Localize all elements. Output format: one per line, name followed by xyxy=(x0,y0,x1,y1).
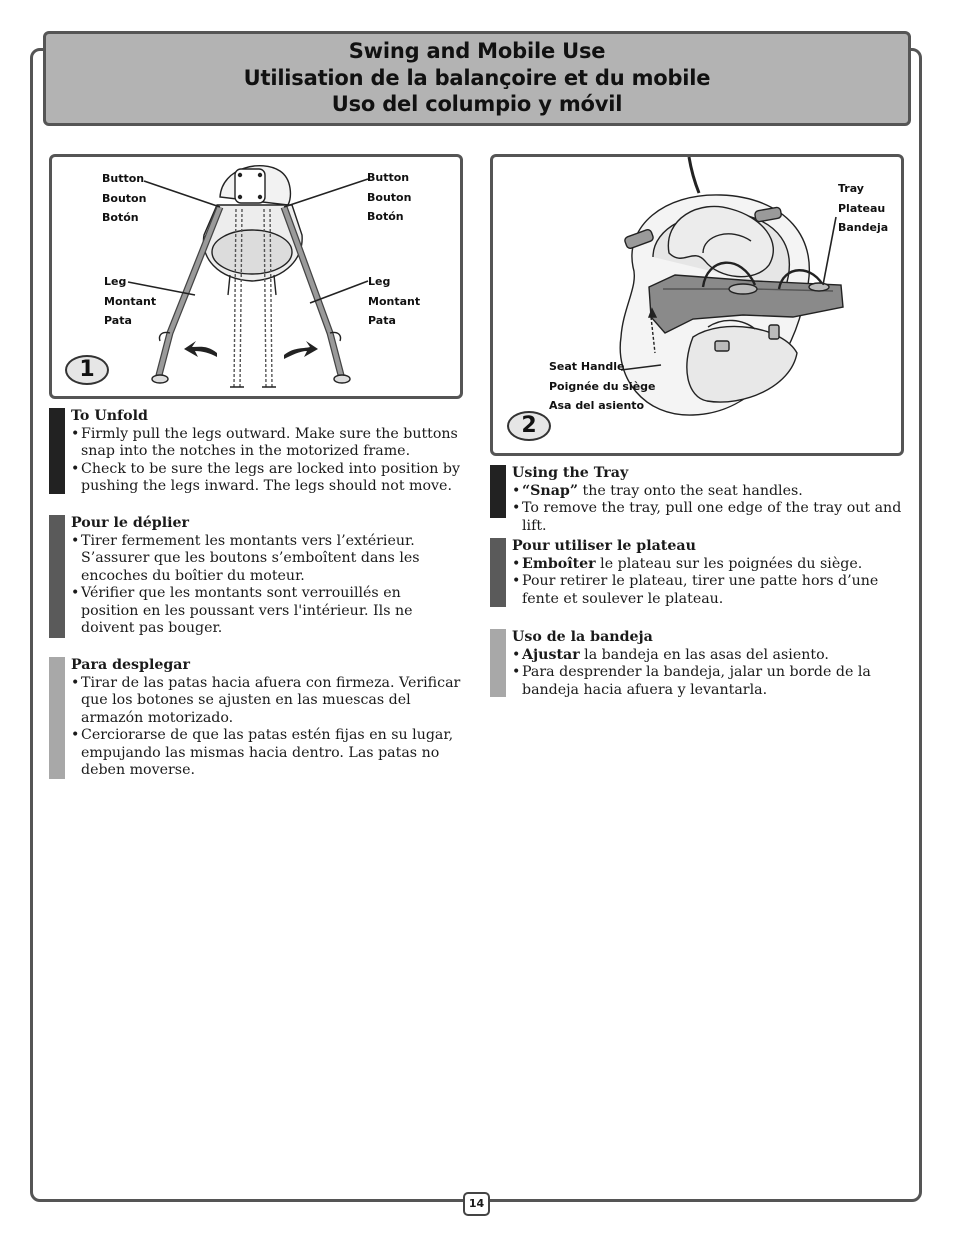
tray-english-section xyxy=(490,465,922,534)
unfold-spanish-heading: Para desplegar xyxy=(71,657,190,673)
title-english: Swing and Mobile Use xyxy=(348,39,606,63)
step-2-badge: 2 xyxy=(507,411,551,441)
list-item: • Tirer fermement les montants vers l’extérieur. S’assurer que les boutons s’emboîtent dans les encoches du boîtier du moteur. xyxy=(71,533,441,586)
leg-label-right: Leg Montant Pata xyxy=(368,275,421,327)
list-item: • Pour retirer le plateau, tirer une patte hors d’une fente et soulever le plateau. xyxy=(512,573,915,608)
figure-1-panel xyxy=(49,154,463,399)
button-label-left: Button Bouton Botón xyxy=(102,172,147,224)
tray-label: Tray Plateau Bandeja xyxy=(838,182,889,234)
section-bar-light xyxy=(49,657,65,779)
unfold-english-section xyxy=(49,408,461,494)
list-item: • Para desprender la bandeja, jalar un borde de la bandeja hacia afuera y levantarla. xyxy=(512,664,880,699)
tray-french-section xyxy=(490,538,915,607)
button-label-right: Button Bouton Botón xyxy=(367,171,412,223)
tray-spanish-heading: Uso de la bandeja xyxy=(512,629,653,645)
list-item: • Emboîter le plateau sur les poignées du siège. xyxy=(512,556,915,574)
unfold-spanish-section xyxy=(49,657,461,779)
tray-french-heading: Pour utiliser le plateau xyxy=(512,538,696,554)
unfold-french-section xyxy=(49,515,441,638)
unfold-english-heading: To Unfold xyxy=(71,408,148,424)
tray-english-heading: Using the Tray xyxy=(512,465,629,481)
tray-spanish-section xyxy=(490,629,880,697)
figure-2-panel xyxy=(490,154,904,456)
section-bar-mid xyxy=(490,538,506,607)
leg-label-left: Leg Montant Pata xyxy=(104,275,157,327)
list-item: • Cerciorarse de que las patas estén fijas en su lugar, empujando las mismas hacia dentro. Las patas no deben moverse. xyxy=(71,727,461,780)
title-banner xyxy=(43,31,911,126)
title-spanish: Uso del columpio y móvil xyxy=(331,92,623,116)
page-number: 14 xyxy=(463,1192,490,1216)
list-item: • Ajustar la bandeja en las asas del asiento. xyxy=(512,647,880,665)
step-1-badge: 1 xyxy=(65,355,109,385)
section-bar-light xyxy=(490,629,506,697)
section-bar-dark xyxy=(49,408,65,494)
list-item: • To remove the tray, pull one edge of the tray out and lift. xyxy=(512,500,922,535)
section-bar-dark xyxy=(490,465,506,518)
section-bar-mid xyxy=(49,515,65,638)
seat-handle-label: Seat Handle Poignée du siège Asa del asiento xyxy=(549,360,656,412)
list-item: • Vérifier que les montants sont verrouillés en position en les poussant vers l'intérieur. Ils ne doivent pas bouger. xyxy=(71,585,441,638)
unfold-french-heading: Pour le déplier xyxy=(71,515,189,531)
title-french: Utilisation de la balançoire et du mobile xyxy=(243,65,711,90)
list-item: • “Snap” the tray onto the seat handles. xyxy=(512,483,922,501)
list-item: • Check to be sure the legs are locked into position by pushing the legs inward. The legs should not move. xyxy=(71,461,461,496)
list-item: • Firmly pull the legs outward. Make sure the buttons snap into the notches in the motorized frame. xyxy=(71,426,461,461)
list-item: • Tirar de las patas hacia afuera con firmeza. Verificar que los botones se ajusten en las muescas del armazón motorizado. xyxy=(71,675,461,728)
